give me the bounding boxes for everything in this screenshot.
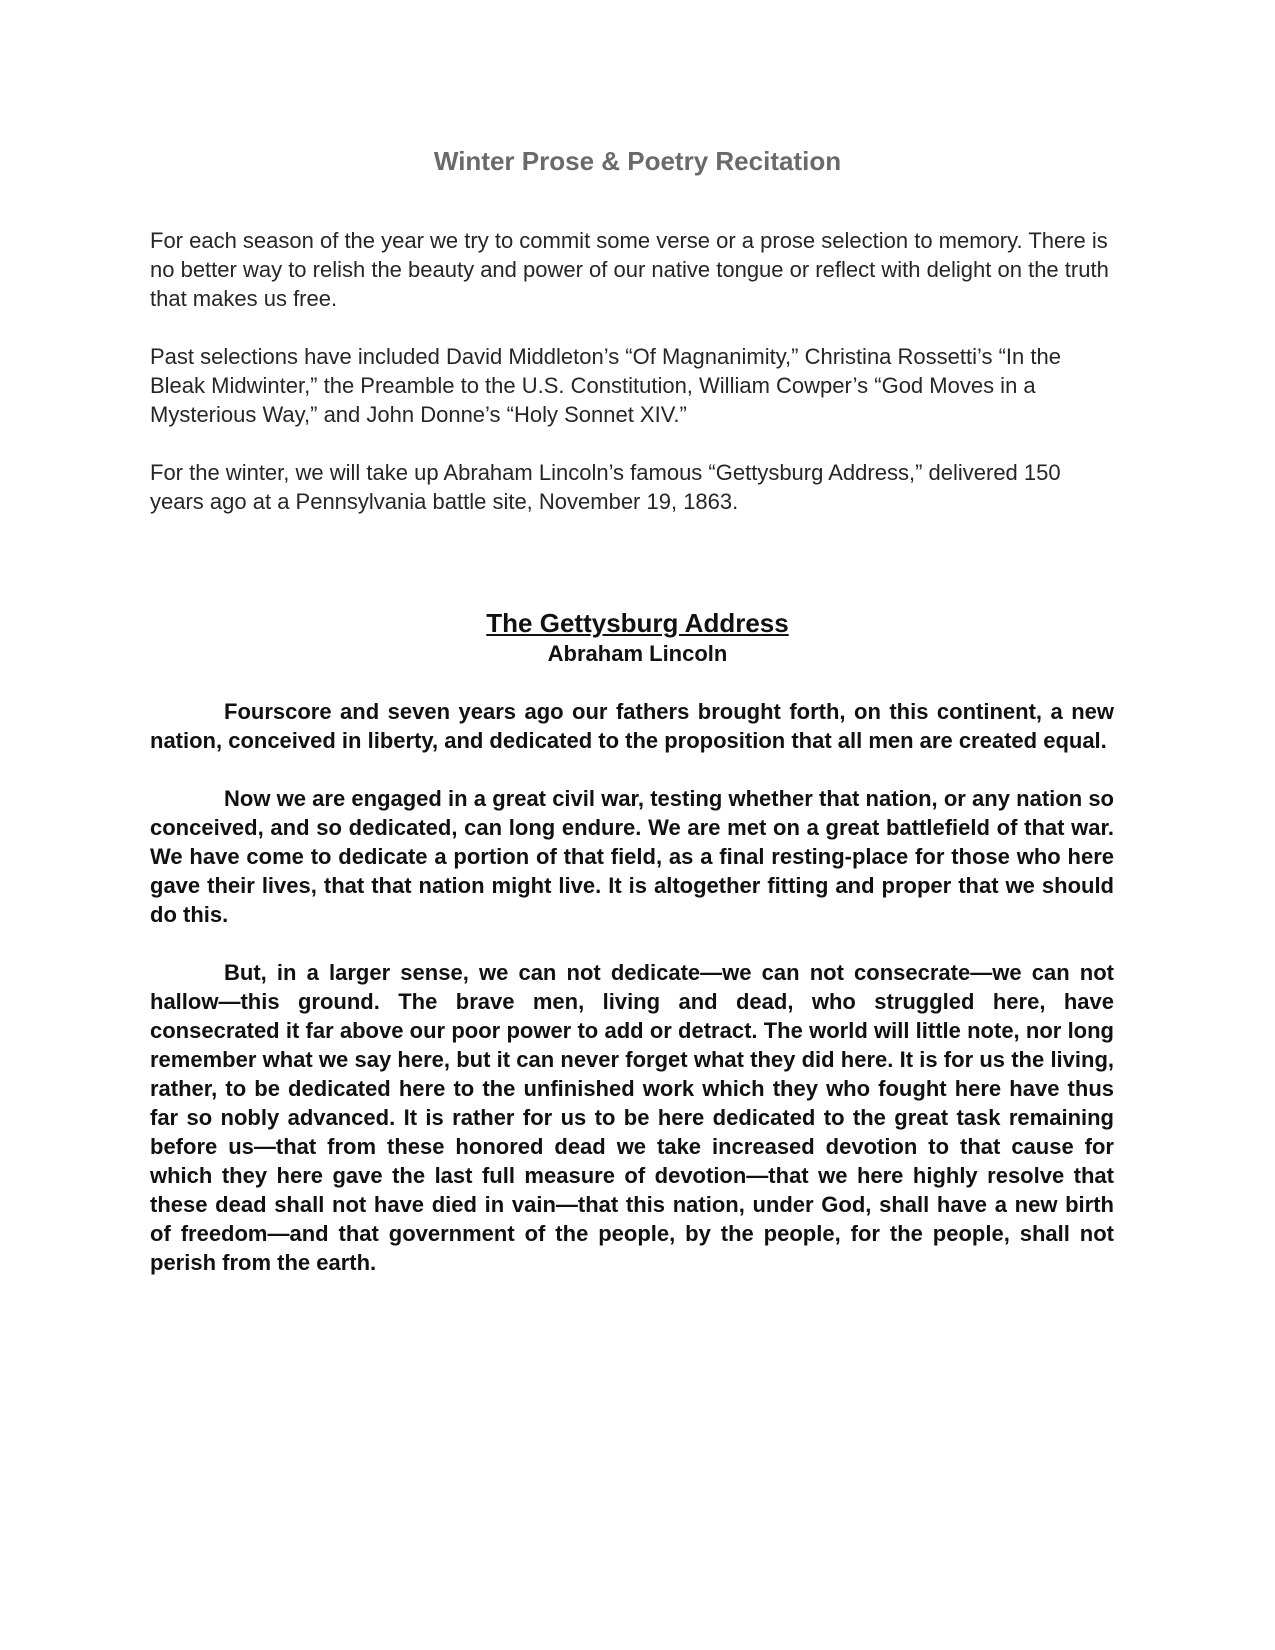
address-body xyxy=(150,697,1114,1306)
intro-paragraph-3: For the winter, we will take up Abraham Lincoln’s famous “Gettysburg Address,” delivered 150 years ago at a Pennsylvania battle site, November 19, 1863. xyxy=(150,460,1061,514)
intro-paragraph-2: Past selections have included David Middleton’s “Of Magnanimity,” Christina Rossetti’s “In the Bleak Midwinter,” the Preamble to the U.S. Constitution, William Cowper’s “God Moves in a Mysterious Way,” and John Donne’s “Holy Sonnet XIV.” xyxy=(150,344,1061,427)
intro-section xyxy=(150,226,1110,545)
address-paragraph-3: But, in a larger sense, we can not dedicate—we can not consecrate—we can not hallow—this ground. The brave men, living and dead, who struggled here, have consecrated it far above our poor power to add or detract. The world will little note, nor long remember what we say here, but it can never forget what they did here. It is for us the living, rather, to be dedicated here to the unfinished work which they who fought here have thus far so nobly advanced. It is rather for us to be here dedicated to the great task remaining before us—that from these honored dead we take increased devotion to that cause for which they here gave the last full measure of devotion—that we here highly resolve that these dead shall not have died in vain—that this nation, under God, shall have a new birth of freedom—and that government of the people, by the people, for the people, shall not perish from the earth. xyxy=(150,960,1114,1275)
address-title: The Gettysburg Address xyxy=(486,608,789,638)
address-paragraph-2: Now we are engaged in a great civil war, testing whether that nation, or any nation so conceived, and so dedicated, can long endure. We are met on a great battlefield of that war. We have come to dedicate a portion of that field, as a final resting-place for those who here gave their lives, that that nation might live. It is altogether fitting and proper that we should do this. xyxy=(150,786,1114,927)
document-title: Winter Prose & Poetry Recitation xyxy=(433,146,842,176)
intro-paragraph-1: For each season of the year we try to commit some verse or a prose selection to memory. There is no better way to relish the beauty and power of our native tongue or reflect with delight on the truth that makes us free. xyxy=(150,228,1109,311)
address-author: Abraham Lincoln xyxy=(547,641,728,666)
address-paragraph-1: Fourscore and seven years ago our fathers brought forth, on this continent, a new nation, conceived in liberty, and dedicated to the proposition that all men are created equal. xyxy=(150,699,1114,753)
